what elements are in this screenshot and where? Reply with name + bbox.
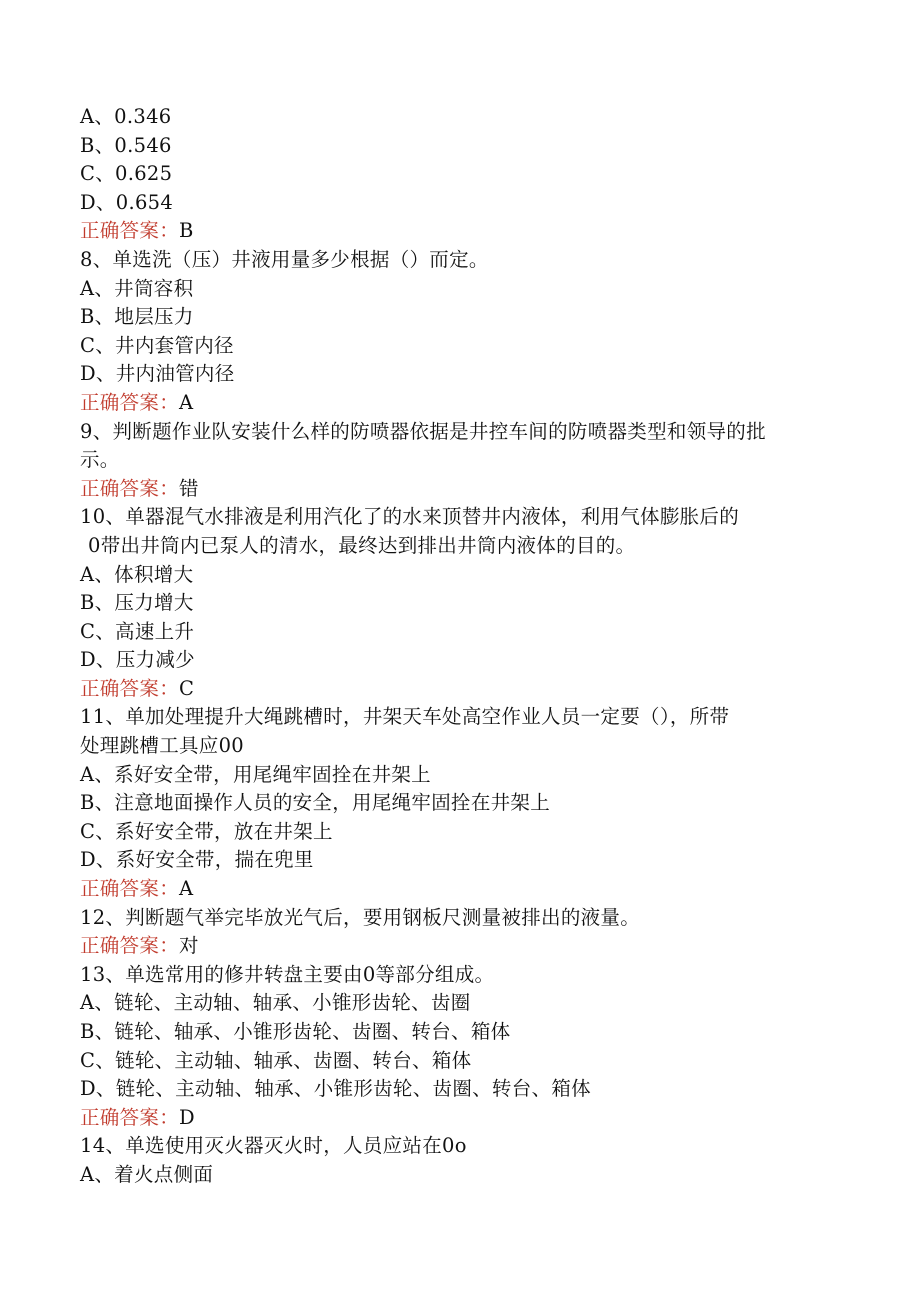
answer-label: 正确答案： (80, 219, 180, 243)
option-line: D、0.654 (80, 190, 174, 214)
option-line: A、0.346 (80, 105, 172, 128)
option-line: B、压力增大 (80, 591, 194, 615)
answer-label: 正确答案： (80, 676, 180, 700)
option-line: A、体积增大 (80, 562, 194, 586)
answer-label: 正确答案： (80, 390, 180, 414)
option-line: B、地层压力 (80, 305, 194, 329)
question-line: 示。 (80, 448, 120, 472)
answer-value: 对 (179, 934, 199, 958)
option-line: D、链轮、主动轴、轴承、小锥形齿轮、齿圈、转台、箱体 (80, 1077, 591, 1101)
document-page (0, 103, 920, 1190)
option-line: D、压力减少 (80, 648, 195, 672)
question-line: 处理跳槽工具应00 (80, 734, 245, 758)
answer-value: B (179, 219, 194, 243)
answer-line (0, 932, 920, 961)
option-line: A、链轮、主动轴、轴承、小锥形齿轮、齿圈 (80, 991, 471, 1015)
option-line: B、注意地面操作人员的安全，用尾绳牢固拴在井架上 (80, 791, 551, 815)
answer-label: 正确答案： (80, 877, 180, 901)
answer-value: D (179, 1105, 195, 1129)
question-line: 0带出井筒内已泵人的清水，最终达到排出井筒内液体的目的。 (88, 533, 636, 557)
option-line: C、井内套管内径 (80, 333, 234, 357)
option-line: D、井内油管内径 (80, 362, 235, 386)
answer-value: A (179, 877, 194, 901)
answer-label: 正确答案： (80, 476, 180, 500)
answer-value: C (179, 676, 195, 700)
question-line: 9、判断题作业队安装什么样的防喷器依据是井控车间的防喷器类型和领导的批 (80, 419, 766, 443)
question-line: 12、判断题气举完毕放光气后，要用钢板尺测量被排出的液量。 (80, 905, 641, 929)
option-line: A、着火点侧面 (80, 1162, 214, 1186)
answer-line (0, 1104, 920, 1133)
option-line: A、井筒容积 (80, 276, 194, 300)
answer-label: 正确答案： (80, 1105, 180, 1129)
answer-line (0, 217, 920, 246)
answer-value: 错 (179, 476, 199, 500)
option-line: D、系好安全带，揣在兜里 (80, 848, 314, 872)
answer-label: 正确答案： (80, 934, 180, 958)
question-line: 14、单选使用灭火器灭火时，人员应站在0o (80, 1134, 467, 1158)
answer-value: A (179, 390, 194, 414)
question-line: 11、单加处理提升大绳跳槽时，井架天车处高空作业人员一定要（），所带 (80, 705, 730, 729)
option-line: C、链轮、主动轴、轴承、齿圈、转台、箱体 (80, 1048, 472, 1072)
answer-line (0, 675, 920, 704)
option-line: C、系好安全带，放在井架上 (80, 819, 333, 843)
option-line: B、链轮、轴承、小锥形齿轮、齿圈、转台、箱体 (80, 1020, 511, 1043)
question-line: 13、单选常用的修井转盘主要由0等部分组成。 (80, 962, 495, 986)
question-line: 8、单选洗（压）井液用量多少根据（）而定。 (80, 247, 489, 271)
option-line: A、系好安全带，用尾绳牢固拴在井架上 (80, 762, 431, 786)
option-line: C、0.625 (80, 162, 173, 186)
option-line: B、0.546 (80, 133, 172, 157)
question-line: 10、单器混气水排液是利用汽化了的水来顶替井内液体，利用气体膨胀后的 (80, 505, 740, 529)
option-line: C、高速上升 (80, 619, 195, 643)
answer-line (0, 875, 920, 904)
answer-line (0, 475, 920, 504)
answer-line (0, 389, 920, 418)
